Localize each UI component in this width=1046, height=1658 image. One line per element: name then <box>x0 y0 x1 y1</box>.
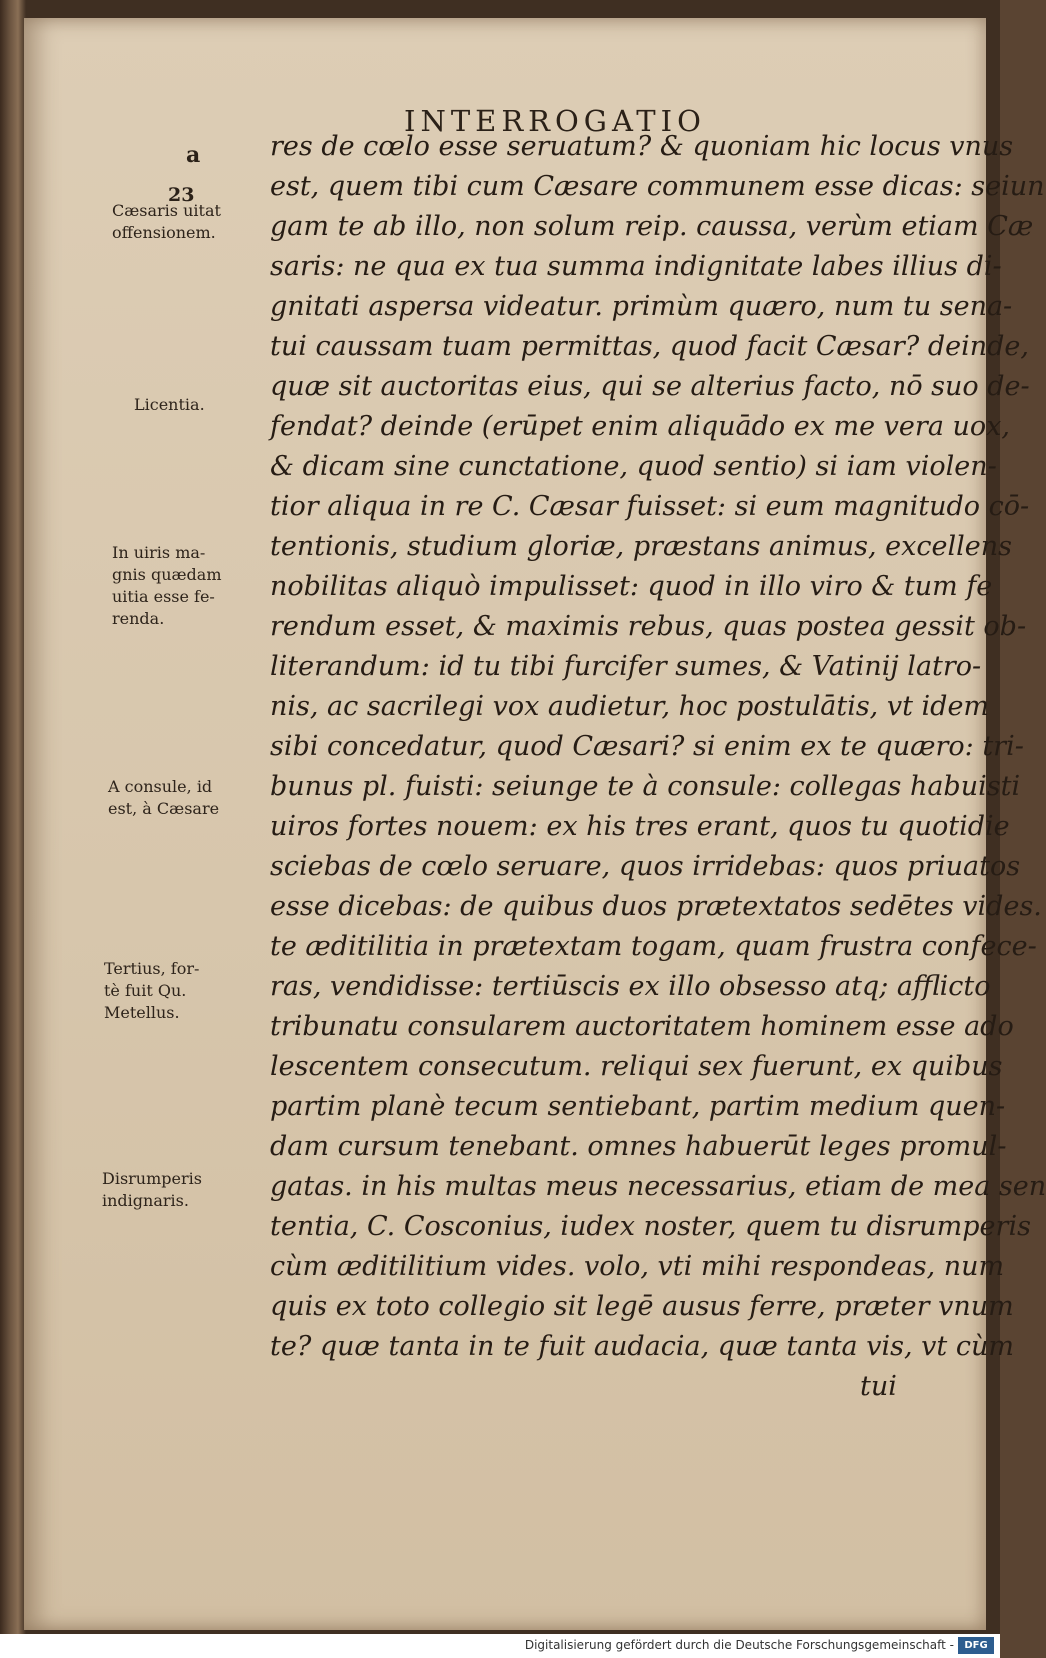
text-line: sibi concedatur, quod Cæsari? si enim ex te quæro: tri- <box>270 731 1024 762</box>
text-line: est, quem tibi cum Cæsare communem esse dicas: seiun <box>270 171 1045 202</box>
book-page <box>24 18 1046 1630</box>
text-line: cùm æditilitium vides. volo, vti mihi respondeas, num <box>270 1251 1005 1282</box>
text-line: ras, vendidisse: tertiūscis ex illo obsesso atq; afflicto <box>270 971 991 1002</box>
marginal-note: Disrumperis indignaris. <box>102 1169 202 1210</box>
text-line: res de cœlo esse seruatum? & quoniam hic locus vnus <box>270 131 1014 162</box>
text-line: saris: ne qua ex tua summa indignitate labes illius di- <box>270 251 1002 282</box>
text-line: tribunatu consularem auctoritatem hominem esse ado <box>270 1011 1014 1042</box>
text-line: gam te ab illo, non solum reip. caussa, verùm etiam Cæ <box>270 211 1034 242</box>
text-line: te æditilitia in prætextam togam, quam frustra confece- <box>270 931 1037 962</box>
text-line: tui caussam tuam permittas, quod facit Cæsar? deinde, <box>270 331 1029 362</box>
running-head: INTERROGATIO <box>404 104 706 138</box>
text-line: nis, ac sacrilegi vox audietur, hoc postulātis, vt idem <box>270 691 990 722</box>
text-line: nobilitas aliquò impulisset: quod in illo viro & tum fe <box>270 571 993 602</box>
text-line: gatas. in his multas meus necessarius, etiam de mea sen <box>270 1171 1046 1202</box>
marginal-note: Licentia. <box>134 395 205 414</box>
text-line: literandum: id tu tibi furcifer sumes, & Vatinij latro- <box>270 651 982 682</box>
page-number: 23 <box>168 184 195 206</box>
text-line: dam cursum tenebant. omnes habuerūt leges promul- <box>270 1131 1007 1162</box>
text-line: rendum esset, & maximis rebus, quas postea gessit ob- <box>270 611 1027 642</box>
digitization-footer <box>0 1634 1000 1658</box>
text-line: & dicam sine cunctatione, quod sentio) si iam violen- <box>270 451 997 482</box>
text-line: uiros fortes nouem: ex his tres erant, quos tu quotidie <box>270 811 1010 842</box>
dfg-logo: DFG <box>958 1637 994 1654</box>
text-line: lescentem consecutum. reliqui sex fuerunt, ex quibus <box>270 1051 1003 1082</box>
marginal-note: In uiris ma- gnis quædam uitia esse fe- renda. <box>112 543 222 628</box>
text-line: quæ sit auctoritas eius, qui se alterius facto, nō suo de- <box>270 371 1030 402</box>
marginal-note: Tertius, for- tè fuit Qu. Metellus. <box>104 959 200 1022</box>
text-line: tentia, C. Cosconius, iudex noster, quem tu disrumperis <box>270 1211 1031 1242</box>
text-line: tentionis, studium gloriæ, præstans animus, excellens <box>270 531 1012 562</box>
marginal-note: A consule, id est, à Cæsare <box>108 777 220 818</box>
text-line: quis ex toto collegio sit legē ausus ferre, præter vnum <box>270 1291 1014 1322</box>
text-line: bunus pl. fuisti: seiunge te à consule: collegas habuisti <box>270 771 1021 802</box>
footer-credit: Digitalisierung gefördert durch die Deutsche Forschungsgemeinschaft - <box>524 1638 954 1652</box>
text-line: esse dicebas: de quibus duos prætextatos sedētes vides. <box>270 891 1042 922</box>
text-line: tior aliqua in re C. Cæsar fuisset: si eum magnitudo cō- <box>270 491 1030 522</box>
text-line: te? quæ tanta in te fuit audacia, quæ tanta vis, vt cùm <box>270 1331 1014 1362</box>
text-line: fendat? deinde (erūpet enim aliquādo ex me vera uox, <box>270 411 1010 442</box>
text-line: sciebas de cœlo seruare, quos irridebas: quos priuatos <box>270 851 1021 882</box>
marginal-note: Cæsaris uitat offensionem. <box>112 201 221 242</box>
text-line: gnitati aspersa videatur. primùm quæro, num tu sena- <box>270 291 1013 322</box>
signature-mark: a <box>186 142 201 168</box>
catchword: tui <box>860 1371 897 1402</box>
text-line: partim planè tecum sentiebant, partim medium quen- <box>270 1091 1006 1122</box>
